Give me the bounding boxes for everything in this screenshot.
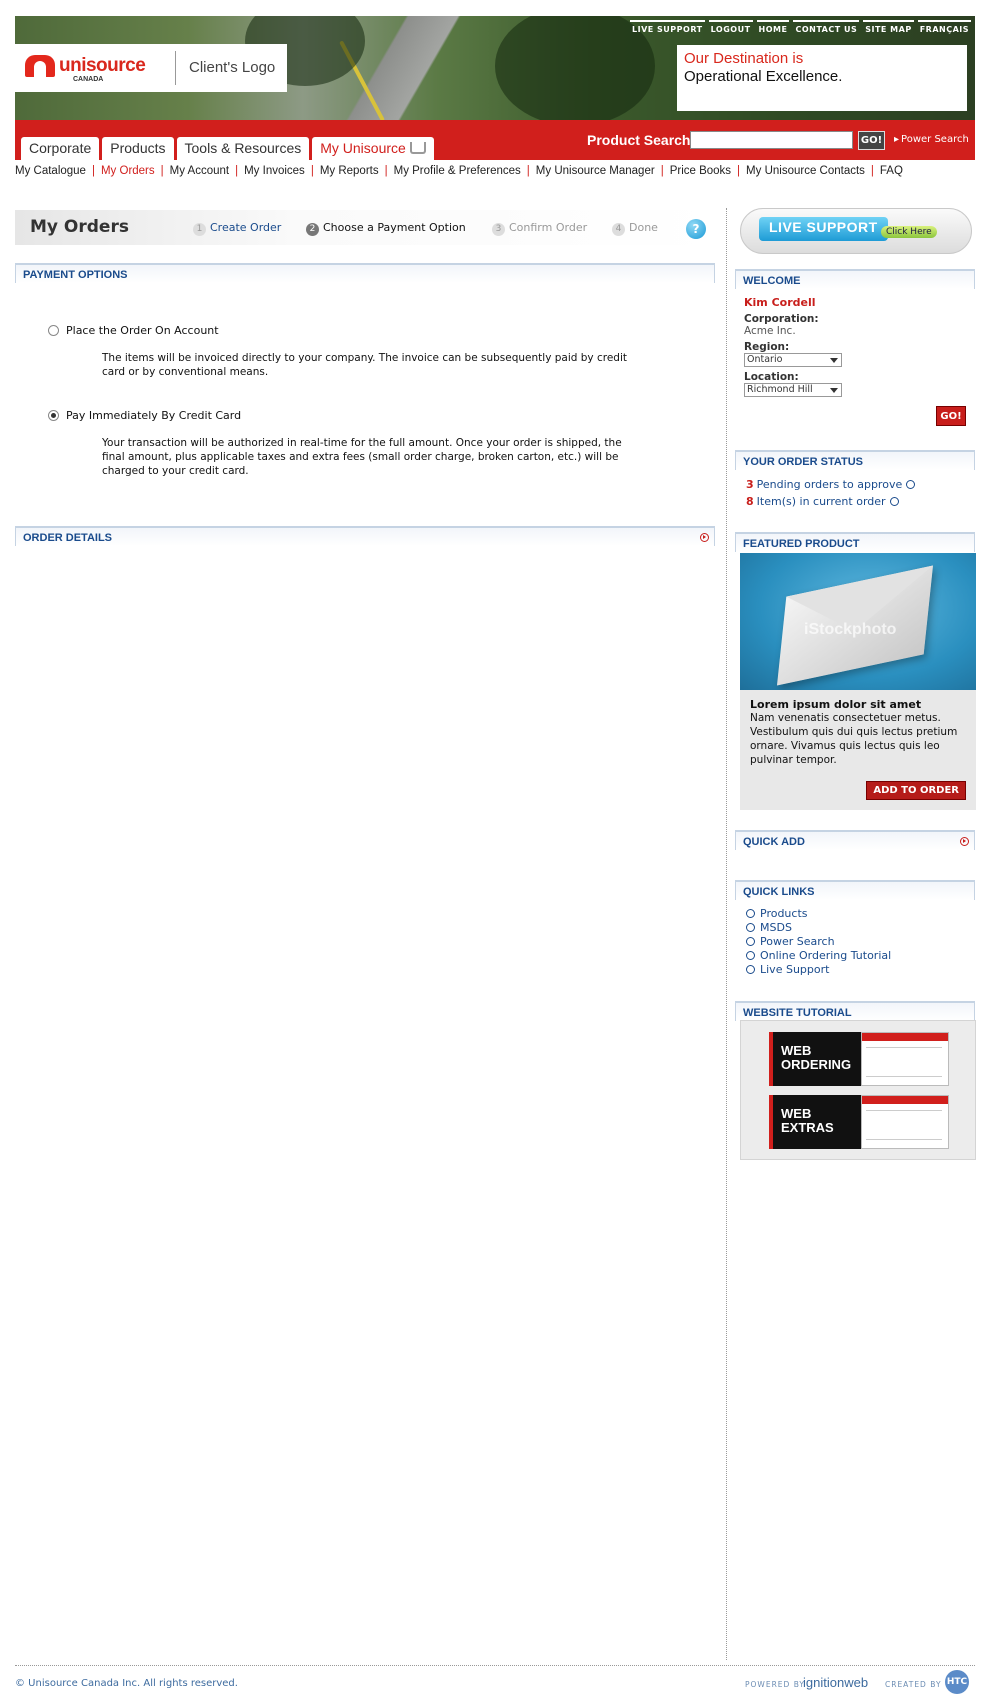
add-to-order-button[interactable]: ADD TO ORDER	[866, 781, 966, 800]
option-credit-card-desc: Your transaction will be authorized in real-time for the full amount. Once your order is shipped, the final amount, plus applicable taxes and extra fees (small order charge, broken carton, etc.) will be charged to your credit card.	[102, 437, 622, 477]
step-label: Choose a Payment Option	[323, 221, 466, 234]
tab-tools-resources[interactable]: Tools & Resources	[177, 137, 310, 160]
quick-link-products[interactable]	[746, 907, 966, 921]
option-credit-card-label[interactable]: Pay Immediately By Credit Card	[66, 409, 242, 422]
step-done	[612, 221, 658, 236]
step-label: Done	[629, 221, 658, 234]
top-nav-site-map[interactable]: SITE MAP	[863, 20, 913, 34]
expand-arrow-icon[interactable]	[960, 837, 969, 846]
top-nav-home[interactable]: HOME	[757, 20, 790, 34]
step-number: 3	[492, 223, 505, 236]
logo-word: unisource	[59, 55, 146, 76]
featured-product-name: Lorem ipsum dolor sit amet	[750, 698, 922, 711]
subnav-my-orders[interactable]: My Orders	[100, 165, 155, 177]
featured-product-header	[735, 532, 975, 552]
payment-options-title: PAYMENT OPTIONS	[23, 269, 128, 281]
tutorial-web-extras-label: WEB EXTRAS	[769, 1095, 861, 1149]
radio-credit-card[interactable]	[48, 410, 59, 421]
tab-my-unisource[interactable]	[312, 137, 434, 160]
product-search-go-button[interactable]: GO!	[858, 131, 885, 150]
payment-options-header	[15, 263, 715, 283]
step-label: Confirm Order	[509, 221, 588, 234]
cart-icon	[410, 142, 426, 154]
page-title: My Orders	[30, 217, 129, 237]
main-tabs	[21, 137, 437, 160]
subnav-my-unisource-contacts[interactable]: My Unisource Contacts	[746, 165, 865, 177]
power-search-link[interactable]: ▸ Power Search	[894, 134, 969, 145]
subnav-my-catalogue[interactable]: My Catalogue	[15, 165, 86, 177]
tutorial-web-ordering[interactable]	[769, 1032, 949, 1086]
radio-on-account[interactable]	[48, 325, 59, 336]
user-name: Kim Cordell	[744, 296, 816, 309]
subnav-my-unisource-manager[interactable]: My Unisource Manager	[535, 165, 655, 177]
arrow-circle-icon	[746, 951, 755, 960]
arrow-circle-icon	[906, 480, 915, 489]
quick-link-label: Power Search	[760, 935, 835, 948]
option-on-account-label[interactable]: Place the Order On Account	[66, 324, 219, 337]
region-select[interactable]: Ontario	[744, 353, 842, 367]
tutorial-web-ordering-label: WEB ORDERING	[769, 1032, 861, 1086]
header-banner	[15, 16, 975, 120]
click-here-button[interactable]: Click Here	[881, 226, 937, 238]
slogan-line-2: Operational Excellence.	[684, 68, 843, 85]
live-support-banner[interactable]	[740, 208, 972, 254]
quick-add-header[interactable]	[735, 830, 975, 850]
welcome-panel	[744, 296, 964, 397]
website-tutorial-header	[735, 1001, 975, 1021]
corporation-label: Corporation:	[744, 313, 819, 325]
product-search-input[interactable]	[690, 131, 853, 149]
column-divider	[726, 208, 727, 1660]
subnav-separator: |	[660, 165, 664, 177]
subnav-separator: |	[310, 165, 314, 177]
website-tutorial-panel	[740, 1020, 976, 1160]
subnav-my-profile[interactable]: My Profile & Preferences	[393, 165, 521, 177]
order-status-panel	[746, 478, 966, 512]
welcome-title: WELCOME	[743, 275, 801, 287]
arrow-circle-icon	[746, 965, 755, 974]
featured-product-description: Nam venenatis consectetuer metus. Vestibulum quis dui quis lectus pretium ornare. Vivamus quis lectus quis leo pulvinar tempor.	[750, 712, 958, 766]
logo-subtitle: CANADA	[73, 76, 104, 83]
top-nav-logout[interactable]: LOGOUT	[709, 20, 753, 34]
order-steps-bar	[15, 210, 715, 245]
current-order-count: 8	[746, 495, 754, 508]
subnav-separator: |	[870, 165, 874, 177]
step-choose-payment	[306, 221, 466, 236]
corporation-value: Acme Inc.	[744, 325, 796, 337]
current-order-link[interactable]	[746, 495, 966, 508]
order-status-header	[735, 450, 975, 470]
location-select[interactable]: Richmond Hill	[744, 383, 842, 397]
featured-product-title: FEATURED PRODUCT	[743, 538, 860, 550]
subnav-separator: |	[91, 165, 95, 177]
region-label: Region:	[744, 341, 790, 353]
location-label: Location:	[744, 371, 799, 383]
logo-area[interactable]	[15, 44, 287, 92]
quick-link-label: Live Support	[760, 963, 830, 976]
quick-link-label: Online Ordering Tutorial	[760, 949, 892, 962]
step-confirm-order	[492, 221, 587, 236]
subnav-faq[interactable]: FAQ	[879, 165, 903, 177]
top-nav-contact-us[interactable]: CONTACT US	[793, 20, 859, 34]
subnav-my-account[interactable]: My Account	[169, 165, 230, 177]
option-on-account-desc: The items will be invoiced directly to your company. The invoice can be subsequently paid by credit card or by conventional means.	[102, 352, 628, 378]
client-logo: Client's Logo	[189, 59, 276, 76]
order-status-title: YOUR ORDER STATUS	[743, 456, 863, 468]
order-details-title: ORDER DETAILS	[23, 532, 113, 544]
subnav-separator: |	[737, 165, 741, 177]
featured-product-body	[740, 690, 976, 810]
powered-by-label: POWERED BY	[745, 1680, 806, 1689]
main-tab-bar	[15, 120, 975, 160]
quick-add-title: QUICK ADD	[743, 836, 805, 848]
featured-product-image[interactable]	[740, 553, 976, 690]
subnav-separator: |	[160, 165, 164, 177]
tutorial-web-extras[interactable]	[769, 1095, 949, 1149]
quick-link-label: Products	[760, 907, 808, 920]
quick-links-list	[746, 907, 966, 977]
ignitionweb-logo[interactable]: ignitionweb	[803, 1675, 869, 1690]
quick-link-label: MSDS	[760, 921, 792, 934]
expand-arrow-icon[interactable]	[700, 533, 709, 542]
arrow-circle-icon	[746, 923, 755, 932]
copyright-text: © Unisource Canada Inc. All rights reserved.	[15, 1678, 238, 1689]
arrow-circle-icon	[890, 497, 899, 506]
unisource-logo-icon	[25, 55, 55, 77]
live-support-banner-text: LIVE SUPPORT	[759, 217, 888, 241]
arrow-circle-icon	[746, 937, 755, 946]
logo-divider	[175, 51, 176, 85]
top-nav-francais[interactable]: FRANÇAIS	[918, 20, 971, 34]
footer-divider	[15, 1665, 975, 1666]
top-nav	[626, 20, 971, 34]
tutorial-thumbnail	[861, 1095, 949, 1149]
pending-orders-link[interactable]	[746, 478, 966, 491]
step-number: 2	[306, 223, 319, 236]
slogan-line-1: Our Destination is	[684, 50, 804, 67]
quick-link-live-support[interactable]	[746, 963, 966, 977]
tab-corporate[interactable]: Corporate	[21, 137, 99, 160]
current-order-label: Item(s) in current order	[756, 495, 886, 508]
subnav-price-books[interactable]: Price Books	[669, 165, 732, 177]
tab-products[interactable]: Products	[102, 137, 173, 160]
quick-link-power-search[interactable]	[746, 935, 966, 949]
step-label: Create Order	[210, 221, 282, 234]
tutorial-thumbnail	[861, 1032, 949, 1086]
quick-links-header	[735, 880, 975, 900]
tab-my-unisource-label: My Unisource	[320, 140, 406, 156]
image-watermark: iStockphoto	[804, 621, 897, 638]
help-icon[interactable]: ?	[686, 219, 706, 239]
subnav-separator: |	[384, 165, 388, 177]
sub-nav	[15, 165, 903, 177]
step-number: 1	[193, 223, 206, 236]
htc-logo[interactable]: HTC	[945, 1670, 969, 1694]
welcome-go-button[interactable]: GO!	[936, 406, 966, 426]
welcome-header	[735, 269, 975, 289]
slogan-box	[677, 45, 967, 111]
pending-orders-label: Pending orders to approve	[756, 478, 903, 491]
top-nav-live-support[interactable]: LIVE SUPPORT	[630, 20, 705, 34]
quick-links-title: QUICK LINKS	[743, 886, 815, 898]
website-tutorial-title: WEBSITE TUTORIAL	[743, 1007, 852, 1019]
product-search-label: Product Search	[587, 132, 691, 148]
arrow-circle-icon	[746, 909, 755, 918]
subnav-separator: |	[526, 165, 530, 177]
created-by-label: CREATED BY	[885, 1680, 942, 1689]
quick-link-msds[interactable]	[746, 921, 966, 935]
step-create-order[interactable]	[193, 221, 281, 236]
subnav-separator: |	[235, 165, 239, 177]
subnav-my-reports[interactable]: My Reports	[319, 165, 379, 177]
order-details-header[interactable]	[15, 526, 715, 546]
pending-orders-count: 3	[746, 478, 754, 491]
quick-link-tutorial[interactable]	[746, 949, 966, 963]
step-number: 4	[612, 223, 625, 236]
subnav-my-invoices[interactable]: My Invoices	[244, 165, 305, 177]
